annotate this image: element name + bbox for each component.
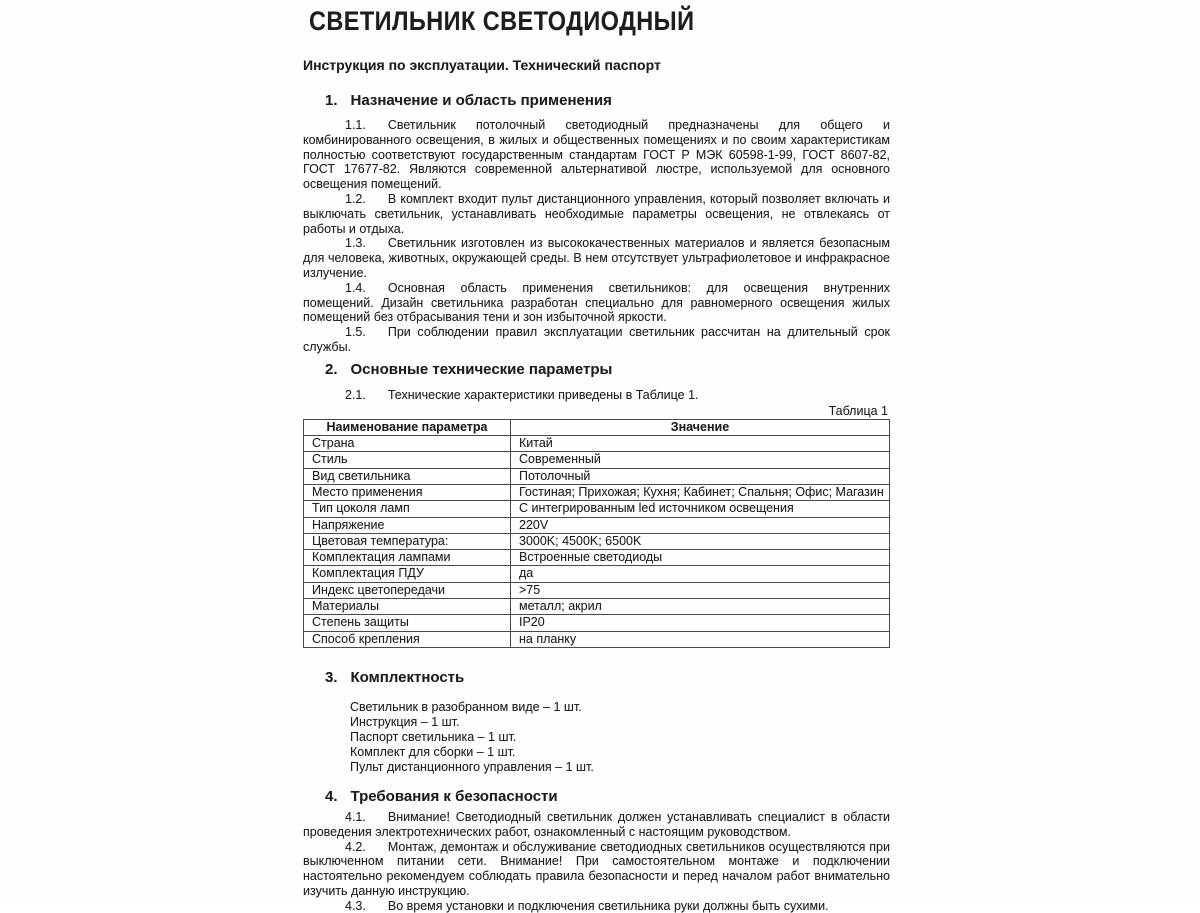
table-row	[304, 468, 890, 484]
section-1-number: 1.	[325, 92, 338, 109]
table-header-value: Значение	[511, 419, 890, 435]
value-cell: >75	[511, 582, 890, 598]
paragraph-4-3-text: Во время установки и подключения светильника руки должны быть сухими.	[387, 898, 829, 913]
paragraph-1-5-text: При соблюдении правил эксплуатации светильник рассчитан на длительный срок службы.	[303, 325, 890, 354]
document-title: СВЕТИЛЬНИК СВЕТОДИОДНЫЙ	[309, 6, 695, 36]
table-row	[304, 501, 890, 517]
paragraph-1-4-number: 1.4.	[345, 280, 366, 295]
paragraph-1-4	[303, 281, 890, 325]
paragraph-1-1-number: 1.1.	[345, 118, 366, 132]
paragraph-1-2-number: 1.2.	[345, 191, 366, 206]
table-row	[304, 599, 890, 615]
section-2-number: 2.	[325, 360, 338, 378]
section-3-number: 3.	[325, 668, 338, 686]
paragraph-1-1	[303, 118, 890, 192]
value-cell: С интегрированным led источником освещения	[511, 501, 890, 517]
paragraph-4-2	[303, 840, 890, 899]
table-row	[304, 615, 890, 631]
param-cell: Тип цоколя ламп	[304, 501, 511, 517]
paragraph-1-2-text: В комплект входит пульт дистанционного управления, который позволяет включать и выключать светильник, устанавливать необходимые параметры освещения, не отвлекаясь от работы и отдыха.	[303, 191, 890, 236]
paragraph-1-5-number: 1.5.	[345, 325, 366, 340]
paragraph-4-2-text: Монтаж, демонтаж и обслуживание светодиодных светильников осуществляются при выключенном питании сети. Внимание! При самостоятельном монтаже и подключении настоятельно рекомендуем соблюдать правила безопасности и перед началом работ внимательно изучить данную инструкцию.	[303, 839, 890, 898]
param-cell: Вид светильника	[304, 468, 511, 484]
section-1-heading	[303, 92, 890, 109]
param-cell: Страна	[304, 436, 511, 452]
paragraph-4-1-number: 4.1.	[345, 809, 366, 824]
param-cell: Напряжение	[304, 517, 511, 533]
paragraph-4-3	[303, 899, 890, 913]
document-content-column	[303, 0, 890, 913]
param-cell: Степень защиты	[304, 615, 511, 631]
param-cell: Место применения	[304, 484, 511, 500]
param-cell: Комплектация ПДУ	[304, 566, 511, 582]
section-4-number: 4.	[325, 787, 338, 805]
table-row	[304, 631, 890, 647]
kit-list-item: Пульт дистанционного управления – 1 шт.	[350, 759, 594, 774]
table-row	[304, 533, 890, 549]
table-row	[304, 436, 890, 452]
paragraph-1-3-number: 1.3.	[345, 236, 366, 251]
kit-list-item: Комплект для сборки – 1 шт.	[350, 744, 516, 759]
section-3-heading	[303, 669, 890, 686]
table-row	[304, 566, 890, 582]
value-cell: металл; акрил	[511, 599, 890, 615]
param-cell: Способ крепления	[304, 631, 511, 647]
value-cell: 3000K; 4500K; 6500K	[511, 533, 890, 549]
table-row	[304, 452, 890, 468]
param-cell: Индекс цветопередачи	[304, 582, 511, 598]
paragraph-1-3	[303, 236, 890, 280]
specifications-table	[303, 419, 890, 648]
paragraph-4-1	[303, 810, 890, 840]
value-cell: Гостиная; Прихожая; Кухня; Кабинет; Спальня; Офис; Магазин	[511, 484, 890, 500]
paragraph-1-5	[303, 325, 890, 355]
param-cell: Стиль	[304, 452, 511, 468]
value-cell: Встроенные светодиоды	[511, 550, 890, 566]
param-cell: Комплектация лампами	[304, 550, 511, 566]
param-cell: Цветовая температура:	[304, 533, 511, 549]
paragraph-2-1	[303, 388, 890, 403]
table-header-parameter: Наименование параметра	[304, 419, 511, 435]
paragraph-1-1-text: Светильник потолочный светодиодный предназначены для общего и комбинированного освещения, в жилых и общественных помещениях и по своим характеристикам полностью соответствуют государственным стандартам ГОСТ Р МЭК 60598-1-99, ГОСТ 8607-82, ГОСТ 17677-82. Являются современной альтернативой люстре, используемой для основного освещения помещений.	[303, 118, 890, 192]
section-4-heading	[303, 788, 890, 805]
param-cell: Материалы	[304, 599, 511, 615]
value-cell: Современный	[511, 452, 890, 468]
document-subtitle: Инструкция по эксплуатации. Технический паспорт	[303, 57, 661, 73]
value-cell: IP20	[511, 615, 890, 631]
table-row	[304, 484, 890, 500]
section-2-title: Основные технические параметры	[350, 360, 613, 378]
value-cell: Китай	[511, 436, 890, 452]
table-row	[304, 517, 890, 533]
kit-list-item: Паспорт светильника – 1 шт.	[350, 729, 517, 744]
paragraph-4-1-text: Внимание! Светодиодный светильник должен устанавливать специалист в области проведения электротехнических работ, ознакомленный с настоящим руководством.	[303, 809, 890, 839]
value-cell: на планку	[511, 631, 890, 647]
paragraph-4-3-number: 4.3.	[345, 898, 366, 913]
paragraph-1-4-text: Основная область применения светильников: для освещения внутренних помещений. Дизайн светильника разработан специально для равномерного освещения жилых помещений без отбрасывания тени и зон избыточной яркости.	[303, 280, 890, 325]
table-header-row	[304, 419, 890, 435]
section-3-title: Комплектность	[350, 668, 465, 686]
paragraph-1-2	[303, 192, 890, 236]
kit-contents-list	[350, 700, 890, 775]
paragraph-2-1-text: Технические характеристики приведены в Таблице 1.	[387, 387, 699, 402]
kit-list-item: Инструкция – 1 шт.	[350, 714, 460, 729]
table-row	[304, 550, 890, 566]
kit-list-item: Светильник в разобранном виде – 1 шт.	[350, 699, 582, 714]
value-cell: 220V	[511, 517, 890, 533]
value-cell: да	[511, 566, 890, 582]
value-cell: Потолочный	[511, 468, 890, 484]
section-2-heading	[303, 361, 890, 378]
paragraph-2-1-number: 2.1.	[345, 387, 366, 402]
table-row	[304, 582, 890, 598]
section-1-title: Назначение и область применения	[350, 92, 612, 109]
table-caption: Таблица 1	[828, 403, 888, 418]
paragraph-1-3-text: Светильник изготовлен из высококачественных материалов и является безопасным для человека, животных, окружающей среды. В нем отсутствует ультрафиолетовое и инфракрасное излучение.	[303, 236, 890, 280]
paragraph-4-2-number: 4.2.	[345, 839, 366, 854]
section-4-title: Требования к безопасности	[350, 787, 558, 805]
